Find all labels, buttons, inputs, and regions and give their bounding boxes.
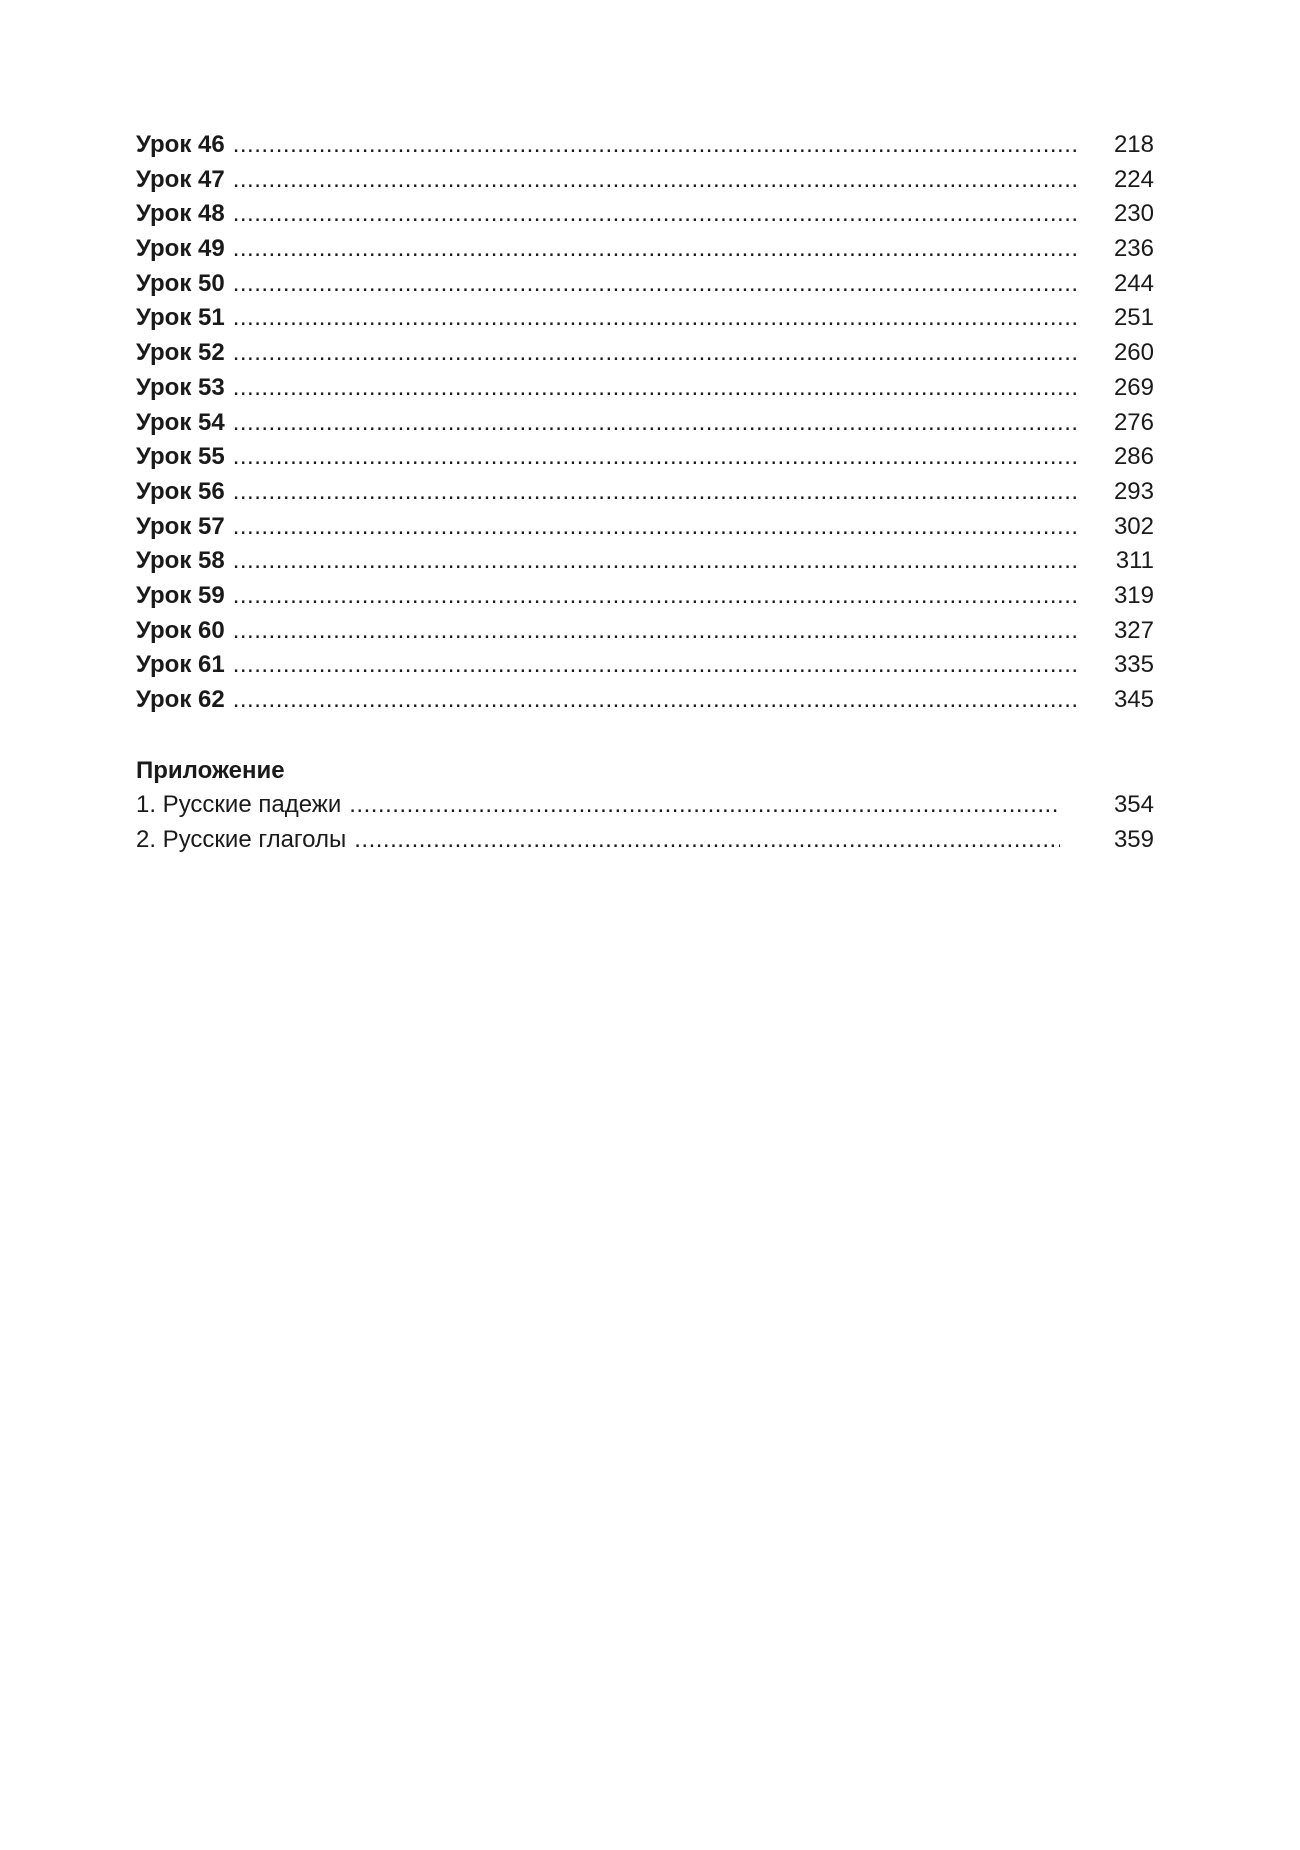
toc-entry-title: Урок 61 bbox=[136, 651, 225, 679]
toc-entry-lesson-56[interactable] bbox=[136, 475, 1154, 510]
toc-entry-lesson-49[interactable] bbox=[136, 232, 1154, 267]
dot-leader bbox=[233, 544, 1080, 579]
toc-entry-lesson-46[interactable] bbox=[136, 128, 1154, 163]
toc-entry-page: 224 bbox=[1113, 165, 1154, 193]
toc-entry-title: 2. Русские глаголы bbox=[136, 826, 347, 854]
dot-leader bbox=[233, 614, 1080, 649]
toc-entry-lesson-57[interactable] bbox=[136, 510, 1154, 545]
toc-entry-page: 359 bbox=[1113, 826, 1154, 854]
dot-leader bbox=[233, 163, 1080, 198]
dot-leader bbox=[233, 475, 1080, 510]
toc-entry-lesson-58[interactable] bbox=[136, 544, 1154, 579]
toc-entry-lesson-61[interactable] bbox=[136, 648, 1154, 683]
appendix-list bbox=[136, 788, 1154, 857]
toc-entry-page: 293 bbox=[1113, 477, 1154, 505]
toc-entry-page: 244 bbox=[1113, 269, 1154, 297]
toc-entry-lesson-59[interactable] bbox=[136, 579, 1154, 614]
dot-leader bbox=[233, 683, 1080, 718]
toc-entry-lesson-47[interactable] bbox=[136, 163, 1154, 198]
toc-entry-lesson-51[interactable] bbox=[136, 301, 1154, 336]
toc-entry-page: 335 bbox=[1113, 651, 1154, 679]
dot-leader bbox=[233, 301, 1080, 336]
dot-leader bbox=[233, 510, 1080, 545]
dot-leader bbox=[233, 128, 1080, 163]
toc-entry-lesson-48[interactable] bbox=[136, 197, 1154, 232]
toc-entry-page: 354 bbox=[1113, 791, 1154, 819]
toc-entry-title: Урок 48 bbox=[136, 200, 225, 228]
toc-entry-page: 302 bbox=[1113, 512, 1154, 540]
dot-leader bbox=[233, 267, 1080, 302]
toc-entry-title: Урок 59 bbox=[136, 581, 225, 609]
toc-entry-page: 260 bbox=[1113, 339, 1154, 367]
dot-leader bbox=[233, 406, 1080, 441]
toc-entry-title: Урок 62 bbox=[136, 686, 225, 713]
toc-entry-title: Урок 60 bbox=[136, 616, 225, 644]
toc-entry-title: Урок 56 bbox=[136, 477, 225, 505]
appendix-section bbox=[136, 754, 1154, 858]
toc-entry-appendix-1[interactable] bbox=[136, 788, 1154, 823]
dot-leader bbox=[233, 440, 1080, 475]
toc-entry-lesson-50[interactable] bbox=[136, 267, 1154, 302]
toc-entry-title: Урок 53 bbox=[136, 373, 225, 401]
dot-leader bbox=[233, 336, 1080, 371]
toc-entry-page: 345 bbox=[1113, 686, 1154, 713]
toc-entry-lesson-62[interactable] bbox=[136, 683, 1154, 718]
toc-entry-page: 311 bbox=[1115, 547, 1154, 575]
toc-entry-title: Урок 49 bbox=[136, 235, 225, 263]
toc-entry-title: Урок 54 bbox=[136, 408, 225, 436]
toc-entry-title: Урок 51 bbox=[136, 304, 225, 332]
toc-entry-title: Урок 58 bbox=[136, 547, 225, 575]
toc-entry-page: 286 bbox=[1113, 443, 1154, 471]
toc-entry-title: Урок 47 bbox=[136, 165, 225, 193]
toc-entry-page: 276 bbox=[1113, 408, 1154, 436]
dot-leader bbox=[233, 232, 1080, 267]
toc-entry-title: Урок 55 bbox=[136, 443, 225, 471]
toc-entry-page: 319 bbox=[1113, 581, 1154, 609]
table-of-contents bbox=[136, 128, 1154, 858]
toc-entry-page: 269 bbox=[1113, 373, 1154, 401]
appendix-heading: Приложение bbox=[136, 756, 285, 784]
toc-entry-page: 327 bbox=[1113, 616, 1154, 644]
toc-entry-appendix-2[interactable] bbox=[136, 823, 1154, 858]
toc-entry-page: 230 bbox=[1113, 200, 1154, 228]
toc-entry-title: Урок 50 bbox=[136, 269, 225, 297]
toc-entry-page: 218 bbox=[1113, 131, 1154, 158]
toc-entry-lesson-53[interactable] bbox=[136, 371, 1154, 406]
toc-entry-title: 1. Русские падежи bbox=[136, 791, 342, 819]
lesson-list bbox=[136, 128, 1154, 718]
toc-entry-lesson-60[interactable] bbox=[136, 614, 1154, 649]
toc-entry-title: Урок 57 bbox=[136, 512, 225, 540]
toc-entry-title: Урок 52 bbox=[136, 339, 225, 367]
toc-entry-page: 251 bbox=[1113, 304, 1154, 332]
toc-entry-lesson-52[interactable] bbox=[136, 336, 1154, 371]
dot-leader bbox=[233, 371, 1080, 406]
toc-entry-title: Урок 46 bbox=[136, 131, 225, 158]
dot-leader bbox=[233, 648, 1080, 683]
toc-entry-lesson-54[interactable] bbox=[136, 406, 1154, 441]
dot-leader bbox=[233, 197, 1080, 232]
dot-leader bbox=[233, 579, 1080, 614]
dot-leader bbox=[349, 788, 1060, 823]
toc-entry-page: 236 bbox=[1113, 235, 1154, 263]
toc-entry-lesson-55[interactable] bbox=[136, 440, 1154, 475]
dot-leader bbox=[354, 823, 1060, 858]
